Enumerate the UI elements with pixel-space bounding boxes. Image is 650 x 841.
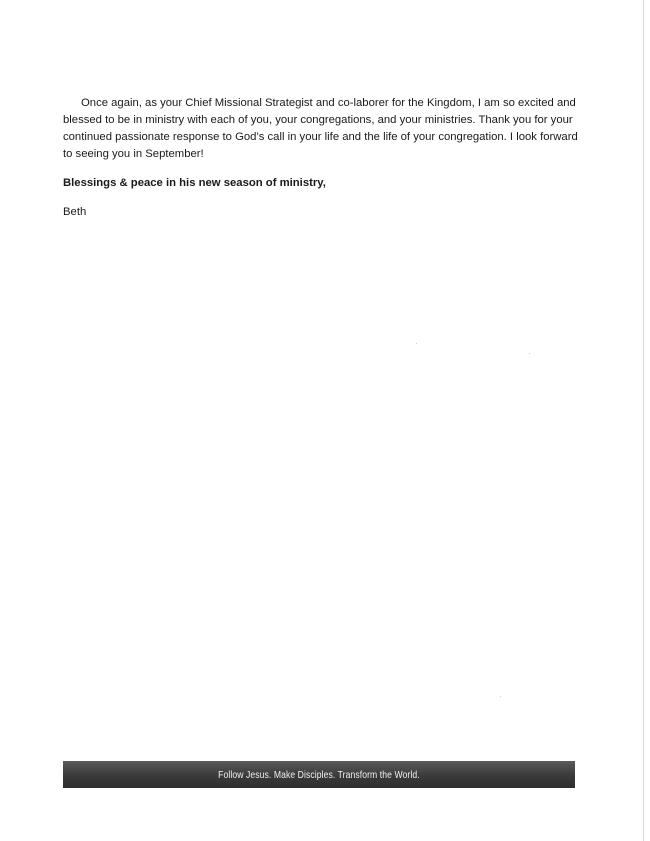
letter-signature: Beth <box>63 206 87 218</box>
footer-tagline: Follow Jesus. Make Disciples. Transform the World. <box>218 768 420 781</box>
scan-speck <box>529 353 530 354</box>
scan-speck <box>500 696 501 697</box>
letter-body-paragraph: Once again, as your Chief Missional Strategist and co-laborer for the Kingdom, I am so excited and blessed to be in ministry with each of you, your congregations, and your ministries. Thank you for your continued passionate response to God’s call in your life and the life of your congregation. I look forward to seeing you in September! <box>63 97 578 160</box>
letter-closing: Blessings & peace in his new season of ministry, <box>63 177 326 189</box>
page-edge-divider <box>643 0 644 841</box>
scan-speck <box>416 343 417 344</box>
footer-tagline-banner <box>63 761 575 788</box>
